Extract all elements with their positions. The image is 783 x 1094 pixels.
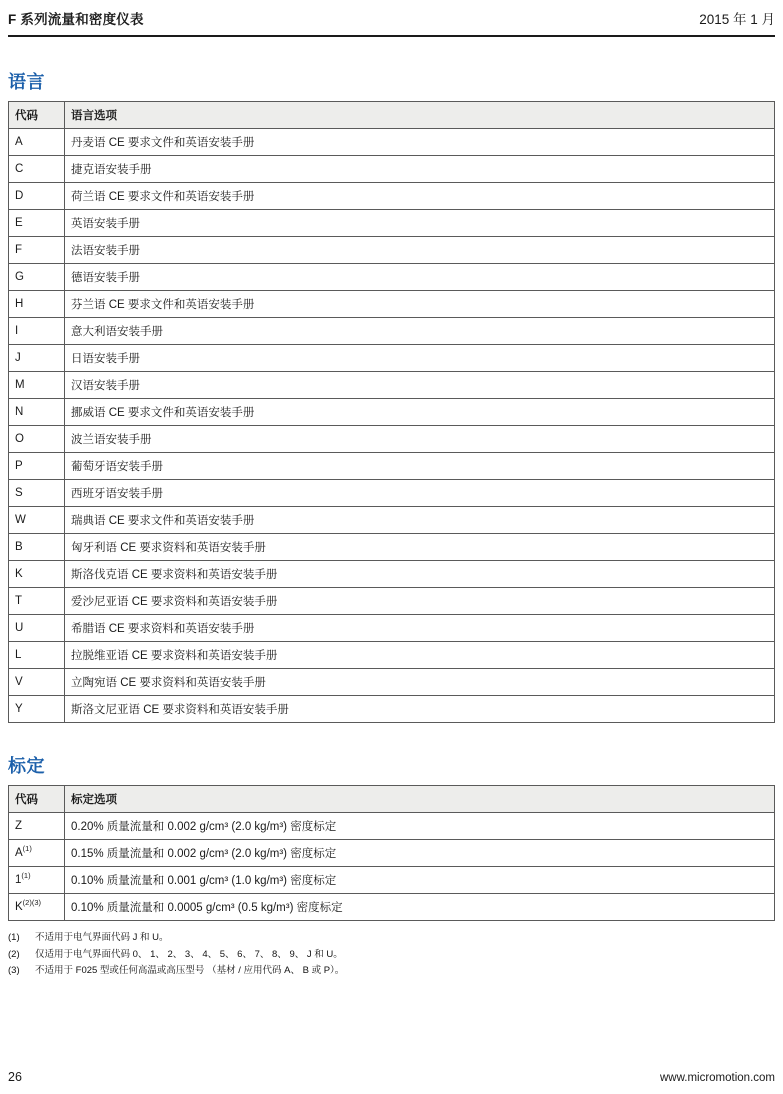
calibration-code-cell: $A^{(1)}$ <box>9 840 65 867</box>
language-code-cell: O <box>9 426 65 453</box>
language-code-cell: M <box>9 372 65 399</box>
calibration-row <box>9 813 775 840</box>
language-code-cell: G <box>9 264 65 291</box>
language-row <box>9 615 775 642</box>
footnotes <box>8 930 775 980</box>
document-footer <box>8 1070 775 1084</box>
footnote-marker: (1) <box>8 932 20 943</box>
language-row <box>9 318 775 345</box>
language-code-cell: W <box>9 507 65 534</box>
language-table-header-code: 代码 <box>9 102 65 129</box>
language-row <box>9 507 775 534</box>
language-code-cell: B <box>9 534 65 561</box>
language-option-cell: 斯洛文尼亚语 CE 要求资料和英语安装手册 <box>65 696 775 723</box>
footnote-ref: (1) <box>22 844 32 854</box>
language-option-cell: 西班牙语安装手册 <box>65 480 775 507</box>
language-option-cell: 芬兰语 CE 要求文件和英语安装手册 <box>65 291 775 318</box>
language-table-header-option: 语言选项 <box>65 102 775 129</box>
calibration-code-cell: Z <box>9 813 65 840</box>
language-code-cell: P <box>9 453 65 480</box>
section-heading-calibration: 标定 <box>8 756 45 776</box>
language-row <box>9 210 775 237</box>
calibration-table-header-row <box>9 786 775 813</box>
language-row <box>9 453 775 480</box>
document-header <box>8 8 775 37</box>
language-option-cell: 立陶宛语 CE 要求资料和英语安装手册 <box>65 669 775 696</box>
calibration-row <box>9 894 775 921</box>
language-option-cell: 爱沙尼亚语 CE 要求资料和英语安装手册 <box>65 588 775 615</box>
calibration-option-cell: 0.15% 质量流量和 0.002 g/cm³ (2.0 kg/m³) 密度标定 <box>65 840 775 867</box>
language-option-cell: 捷克语安装手册 <box>65 156 775 183</box>
calibration-option-cell: 0.20% 质量流量和 0.002 g/cm³ (2.0 kg/m³) 密度标定 <box>65 813 775 840</box>
language-row <box>9 696 775 723</box>
language-code-cell: D <box>9 183 65 210</box>
footnote-3 <box>8 963 775 980</box>
calibration-code-cell: $K^{(2)(3)}$ <box>9 894 65 921</box>
language-row <box>9 156 775 183</box>
document-date: 2015 年 1 月 <box>699 12 775 27</box>
language-row <box>9 237 775 264</box>
footnote-marker: (2) <box>8 948 20 960</box>
section-heading-language: 语言 <box>8 72 45 92</box>
language-row <box>9 669 775 696</box>
language-table-header-row <box>9 102 775 129</box>
language-row <box>9 372 775 399</box>
language-row <box>9 561 775 588</box>
language-code-cell: K <box>9 561 65 588</box>
language-row <box>9 129 775 156</box>
footnote-marker: (3) <box>8 965 20 976</box>
language-code-cell: Y <box>9 696 65 723</box>
language-code-cell: E <box>9 210 65 237</box>
language-table-body <box>9 129 775 723</box>
calibration-table-header-option: 标定选项 <box>65 786 775 813</box>
language-option-cell: 挪威语 CE 要求文件和英语安装手册 <box>65 399 775 426</box>
calibration-row <box>9 840 775 867</box>
language-row <box>9 426 775 453</box>
document-title: F 系列流量和密度仪表 <box>8 12 144 27</box>
language-option-cell: 日语安装手册 <box>65 345 775 372</box>
language-row <box>9 480 775 507</box>
language-option-cell: 汉语安装手册 <box>65 372 775 399</box>
language-code-cell: T <box>9 588 65 615</box>
calibration-code-cell: 1$^{(1)}$ <box>9 867 65 894</box>
calibration-table <box>8 785 775 921</box>
language-option-cell: 斯洛伐克语 CE 要求资料和英语安装手册 <box>65 561 775 588</box>
language-option-cell: 葡萄牙语安装手册 <box>65 453 775 480</box>
language-option-cell: 丹麦语 CE 要求文件和英语安装手册 <box>65 129 775 156</box>
language-row <box>9 183 775 210</box>
language-code-cell: J <box>9 345 65 372</box>
language-option-cell: 法语安装手册 <box>65 237 775 264</box>
language-code-cell: V <box>9 669 65 696</box>
calibration-option-cell: 0.10% 质量流量和 0.0005 g/cm³ (0.5 kg/m³) 密度标定 <box>65 894 775 921</box>
website-link[interactable]: www.micromotion.com <box>659 1072 775 1084</box>
language-option-cell: 荷兰语 CE 要求文件和英语安装手册 <box>65 183 775 210</box>
language-code-cell: I <box>9 318 65 345</box>
language-option-cell: 匈牙利语 CE 要求资料和英语安装手册 <box>65 534 775 561</box>
footnote-ref: (1) <box>21 871 31 881</box>
calibration-table-head <box>9 786 775 813</box>
page-number: 26 <box>8 1070 22 1084</box>
footnote-1 <box>8 930 775 947</box>
language-row <box>9 588 775 615</box>
language-row <box>9 399 775 426</box>
language-row <box>9 264 775 291</box>
language-row <box>9 345 775 372</box>
language-table-head <box>9 102 775 129</box>
language-code-cell: L <box>9 642 65 669</box>
language-code-cell: H <box>9 291 65 318</box>
language-code-cell: F <box>9 237 65 264</box>
language-option-cell: 意大利语安装手册 <box>65 318 775 345</box>
language-row <box>9 642 775 669</box>
language-code-cell: S <box>9 480 65 507</box>
calibration-table-header-code: 代码 <box>9 786 65 813</box>
footnote-text: 不适用于 F025 型或任何高温或高压型号 （基材 / 应用代码 A、 B 或 P）。 <box>35 965 345 976</box>
language-option-cell: 拉脱维亚语 CE 要求资料和英语安装手册 <box>65 642 775 669</box>
language-option-cell: 瑞典语 CE 要求文件和英语安装手册 <box>65 507 775 534</box>
language-table <box>8 101 775 723</box>
language-row <box>9 534 775 561</box>
language-option-cell: 波兰语安装手册 <box>65 426 775 453</box>
footnote-2 <box>8 947 775 964</box>
footnote-ref: (2)(3) <box>22 898 42 908</box>
footnote-text: 仅适用于电气界面代码 0、 1、 2、 3、 4、 5、 6、 7、 8、 9、 J 和 U。 <box>35 948 343 960</box>
language-option-cell: 希腊语 CE 要求资料和英语安装手册 <box>65 615 775 642</box>
language-option-cell: 德语安装手册 <box>65 264 775 291</box>
language-option-cell: 英语安装手册 <box>65 210 775 237</box>
language-code-cell: U <box>9 615 65 642</box>
footnote-text: 不适用于电气界面代码 J 和 U。 <box>35 932 169 943</box>
language-code-cell: A <box>9 129 65 156</box>
calibration-table-body <box>9 813 775 921</box>
language-code-cell: C <box>9 156 65 183</box>
calibration-row <box>9 867 775 894</box>
calibration-option-cell: 0.10% 质量流量和 0.001 g/cm³ (1.0 kg/m³) 密度标定 <box>65 867 775 894</box>
language-row <box>9 291 775 318</box>
language-code-cell: N <box>9 399 65 426</box>
